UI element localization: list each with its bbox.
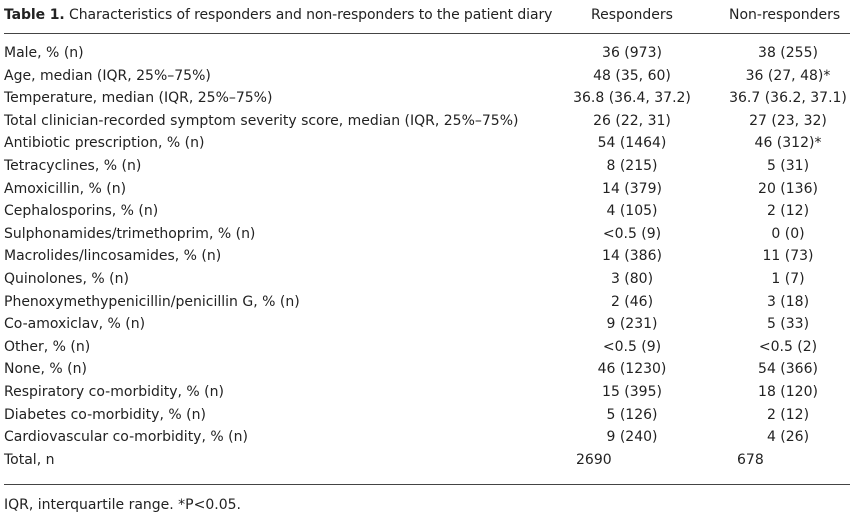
- table-row: [4, 45, 850, 68]
- cell-non-responders: 36.7 (36.2, 37.1): [729, 90, 847, 107]
- cell-responders: 9 (231): [606, 316, 658, 333]
- column-header-responders: Responders: [591, 7, 673, 23]
- characteristics-table: [4, 0, 850, 513]
- table-row: [4, 113, 850, 136]
- cell-responders: 46 (1230): [597, 361, 667, 378]
- cell-responders: 36 (973): [602, 45, 662, 61]
- table-row: [4, 339, 850, 362]
- table-row: [4, 384, 850, 407]
- cell-responders: 26 (22, 31): [593, 112, 671, 129]
- table-row: [4, 135, 850, 158]
- table-row: [4, 90, 850, 113]
- cell-non-responders: 5 (31): [766, 157, 810, 174]
- cell-responders: 54 (1464): [597, 135, 667, 152]
- table-footnote: IQR, interquartile range. *P<0.05.: [4, 497, 241, 513]
- cell-non-responders: <0.5 (2): [758, 338, 818, 355]
- cell-non-responders: 1 (7): [771, 270, 805, 287]
- cell-non-responders: 54 (366): [758, 361, 818, 378]
- table-row: [4, 294, 850, 317]
- row-label: Male, % (n): [4, 45, 84, 61]
- cell-responders: 4 (105): [606, 203, 658, 220]
- cell-responders: <0.5 (9): [602, 338, 662, 355]
- column-header-non-responders: Non-responders: [729, 7, 841, 23]
- row-label: Other, % (n): [4, 338, 91, 355]
- table-caption-text: Characteristics of responders and non-responders to the patient diary: [69, 7, 553, 23]
- cell-non-responders: 678: [737, 451, 764, 468]
- cell-responders: 48 (35, 60): [593, 67, 671, 84]
- cell-responders: 9 (240): [606, 429, 658, 446]
- cell-responders: 8 (215): [606, 157, 658, 174]
- table-row: [4, 203, 850, 226]
- row-label: None, % (n): [4, 361, 87, 378]
- row-label: Temperature, median (IQR, 25%–75%): [4, 90, 273, 107]
- cell-non-responders: 2 (12): [766, 203, 810, 220]
- table-caption: [4, 7, 552, 23]
- table-row: [4, 68, 850, 91]
- table-row: [4, 407, 850, 430]
- cell-non-responders: 36 (27, 48)*: [745, 67, 831, 84]
- table-body: [4, 45, 850, 474]
- table-row: [4, 361, 850, 384]
- cell-responders: 36.8 (36.4, 37.2): [573, 90, 691, 107]
- footer-rule: [4, 484, 850, 485]
- row-label: Cardiovascular co-morbidity, % (n): [4, 429, 248, 446]
- cell-non-responders: 2 (12): [766, 406, 810, 423]
- cell-non-responders: 11 (73): [762, 248, 814, 265]
- cell-non-responders: 46 (312)*: [754, 135, 822, 152]
- table-row: [4, 181, 850, 204]
- table-caption-label: Table 1.: [4, 7, 65, 23]
- row-label: Tetracyclines, % (n): [4, 157, 142, 174]
- row-label: Total, n: [4, 451, 55, 468]
- cell-non-responders: 18 (120): [758, 383, 818, 400]
- row-label: Diabetes co-morbidity, % (n): [4, 406, 206, 423]
- cell-responders: 2 (46): [610, 293, 654, 310]
- row-label: Amoxicillin, % (n): [4, 180, 127, 197]
- header-rule: [4, 33, 850, 34]
- row-label: Phenoxymethypenicillin/penicillin G, % (n): [4, 293, 300, 310]
- cell-responders: 14 (379): [602, 180, 662, 197]
- cell-non-responders: 38 (255): [758, 45, 818, 61]
- table-row: [4, 429, 850, 452]
- cell-responders: 15 (395): [602, 383, 662, 400]
- cell-non-responders: 27 (23, 32): [749, 112, 827, 129]
- table-row: [4, 271, 850, 294]
- table-row: [4, 248, 850, 271]
- table-row: [4, 452, 850, 475]
- cell-non-responders: 3 (18): [766, 293, 810, 310]
- row-label: Respiratory co-morbidity, % (n): [4, 383, 224, 400]
- table-row: [4, 226, 850, 249]
- row-label: Age, median (IQR, 25%–75%): [4, 67, 211, 84]
- row-label: Co-amoxiclav, % (n): [4, 316, 146, 333]
- cell-responders: 5 (126): [606, 406, 658, 423]
- row-label: Macrolides/lincosamides, % (n): [4, 248, 222, 265]
- table-header-row: [4, 0, 850, 33]
- cell-responders: 2690: [576, 451, 612, 468]
- cell-responders: 3 (80): [610, 270, 654, 287]
- row-label: Total clinician-recorded symptom severity score, median (IQR, 25%–75%): [4, 112, 519, 129]
- row-label: Quinolones, % (n): [4, 270, 129, 287]
- table-row: [4, 158, 850, 181]
- row-label: Cephalosporins, % (n): [4, 203, 159, 220]
- cell-non-responders: 5 (33): [766, 316, 810, 333]
- table-row: [4, 316, 850, 339]
- cell-non-responders: 4 (26): [766, 429, 810, 446]
- cell-non-responders: 0 (0): [771, 225, 805, 242]
- cell-responders: 14 (386): [602, 248, 662, 265]
- row-label: Antibiotic prescription, % (n): [4, 135, 205, 152]
- cell-non-responders: 20 (136): [758, 180, 818, 197]
- cell-responders: <0.5 (9): [602, 225, 662, 242]
- row-label: Sulphonamides/trimethoprim, % (n): [4, 225, 256, 242]
